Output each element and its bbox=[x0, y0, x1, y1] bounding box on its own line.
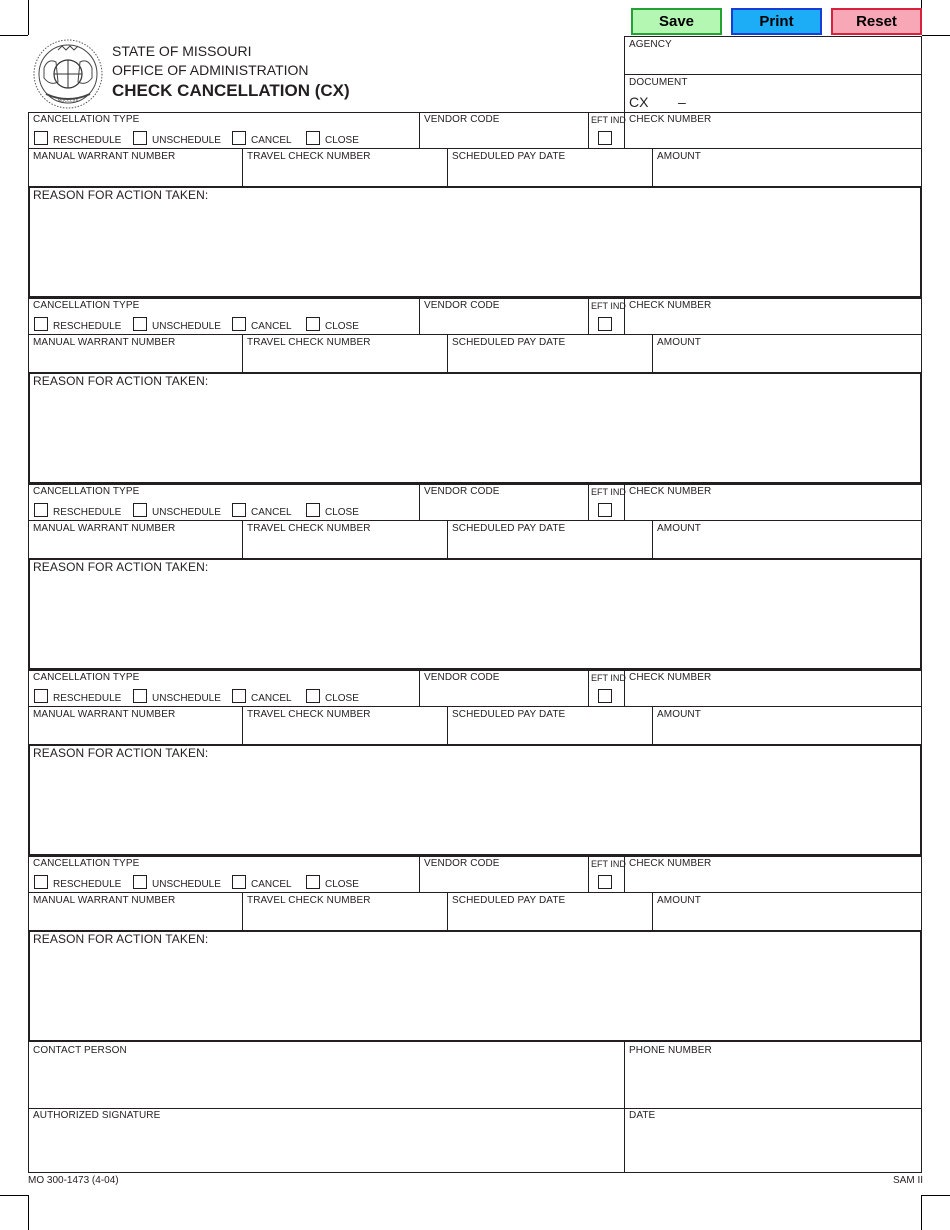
divider bbox=[28, 670, 922, 671]
form-title: CHECK CANCELLATION (CX) bbox=[112, 81, 350, 100]
divider bbox=[447, 521, 448, 559]
vendor-code-label: VENDOR CODE bbox=[424, 300, 500, 311]
manual-warrant-field[interactable] bbox=[32, 537, 238, 555]
cancel-label: CANCEL bbox=[251, 693, 292, 704]
divider bbox=[447, 707, 448, 745]
divider bbox=[921, 670, 922, 745]
eft-ind-label: EFT IND bbox=[591, 859, 626, 869]
scheduled-pay-date-field[interactable] bbox=[451, 723, 648, 741]
cancellation-type-label: CANCELLATION TYPE bbox=[33, 672, 140, 683]
state-name: STATE OF MISSOURI bbox=[112, 43, 252, 59]
reschedule-label: RESCHEDULE bbox=[53, 879, 122, 890]
divider bbox=[652, 335, 653, 373]
divider bbox=[28, 856, 922, 857]
document-number-field[interactable] bbox=[690, 93, 918, 110]
cancellation-type-label: CANCELLATION TYPE bbox=[33, 486, 140, 497]
reason-label: REASON FOR ACTION TAKEN: bbox=[33, 374, 209, 388]
vendor-code-field[interactable] bbox=[423, 314, 583, 332]
vendor-code-field[interactable] bbox=[423, 686, 583, 704]
state-seal-icon bbox=[32, 38, 104, 110]
crop-mark bbox=[28, 1195, 29, 1230]
close-checkbox[interactable] bbox=[306, 689, 320, 703]
divider bbox=[28, 892, 922, 893]
eft-ind-label: EFT IND bbox=[591, 487, 626, 497]
reason-field[interactable] bbox=[33, 205, 917, 293]
crop-mark bbox=[0, 35, 28, 36]
manual-warrant-label: MANUAL WARRANT NUMBER bbox=[33, 151, 176, 162]
sam-label: SAM II bbox=[893, 1175, 924, 1186]
divider bbox=[28, 670, 29, 745]
close-checkbox[interactable] bbox=[306, 131, 320, 145]
divider bbox=[921, 298, 922, 373]
cancel-checkbox[interactable] bbox=[232, 317, 246, 331]
save-button[interactable]: Save bbox=[631, 8, 722, 35]
vendor-code-label: VENDOR CODE bbox=[424, 114, 500, 125]
divider bbox=[242, 149, 243, 187]
unschedule-checkbox[interactable] bbox=[133, 875, 147, 889]
divider bbox=[28, 112, 922, 113]
eft-ind-checkbox[interactable] bbox=[598, 875, 612, 889]
authorized-signature-label: AUTHORIZED SIGNATURE bbox=[33, 1110, 161, 1121]
amount-field[interactable] bbox=[656, 723, 918, 741]
unschedule-checkbox[interactable] bbox=[133, 317, 147, 331]
amount-label: AMOUNT bbox=[657, 523, 701, 534]
crop-mark bbox=[921, 1195, 922, 1230]
unschedule-label: UNSCHEDULE bbox=[152, 507, 221, 518]
divider bbox=[242, 335, 243, 373]
vendor-code-field[interactable] bbox=[423, 128, 583, 146]
amount-field[interactable] bbox=[656, 537, 918, 555]
divider bbox=[624, 36, 922, 37]
divider bbox=[419, 670, 420, 707]
eft-ind-label: EFT IND bbox=[591, 115, 626, 125]
scheduled-pay-date-field[interactable] bbox=[451, 351, 648, 369]
divider bbox=[28, 112, 29, 187]
scheduled-pay-date-label: SCHEDULED PAY DATE bbox=[452, 895, 566, 906]
divider bbox=[652, 893, 653, 931]
divider bbox=[588, 856, 589, 893]
divider bbox=[28, 334, 922, 335]
crop-mark bbox=[0, 1195, 28, 1196]
divider bbox=[921, 484, 922, 559]
contact-person-field[interactable] bbox=[32, 1060, 620, 1104]
close-checkbox[interactable] bbox=[306, 503, 320, 517]
cancel-checkbox[interactable] bbox=[232, 875, 246, 889]
travel-check-field[interactable] bbox=[246, 723, 443, 741]
scheduled-pay-date-label: SCHEDULED PAY DATE bbox=[452, 523, 566, 534]
check-number-label: CHECK NUMBER bbox=[629, 300, 712, 311]
cancel-label: CANCEL bbox=[251, 879, 292, 890]
manual-warrant-label: MANUAL WARRANT NUMBER bbox=[33, 337, 176, 348]
cancel-label: CANCEL bbox=[251, 321, 292, 332]
travel-check-field[interactable] bbox=[246, 537, 443, 555]
authorized-signature-field[interactable] bbox=[32, 1125, 620, 1169]
check-number-field[interactable] bbox=[628, 314, 918, 332]
cancellation-type-label: CANCELLATION TYPE bbox=[33, 300, 140, 311]
reason-label: REASON FOR ACTION TAKEN: bbox=[33, 932, 209, 946]
divider bbox=[28, 484, 922, 485]
travel-check-field[interactable] bbox=[246, 351, 443, 369]
check-number-field[interactable] bbox=[628, 128, 918, 146]
vendor-code-label: VENDOR CODE bbox=[424, 858, 500, 869]
reschedule-checkbox[interactable] bbox=[34, 317, 48, 331]
amount-label: AMOUNT bbox=[657, 337, 701, 348]
close-label: CLOSE bbox=[325, 879, 359, 890]
divider bbox=[419, 484, 420, 521]
eft-ind-checkbox[interactable] bbox=[598, 131, 612, 145]
unschedule-checkbox[interactable] bbox=[133, 689, 147, 703]
divider bbox=[447, 149, 448, 187]
form-number: MO 300-1473 (4-04) bbox=[28, 1175, 119, 1186]
contact-person-label: CONTACT PERSON bbox=[33, 1045, 127, 1056]
unschedule-label: UNSCHEDULE bbox=[152, 135, 221, 146]
crop-mark bbox=[28, 0, 29, 35]
manual-warrant-field[interactable] bbox=[32, 165, 238, 183]
divider bbox=[242, 893, 243, 931]
reschedule-checkbox[interactable] bbox=[34, 689, 48, 703]
reschedule-checkbox[interactable] bbox=[34, 503, 48, 517]
divider bbox=[588, 484, 589, 521]
divider bbox=[28, 706, 922, 707]
document-separator: – bbox=[678, 94, 686, 110]
manual-warrant-field[interactable] bbox=[32, 351, 238, 369]
close-checkbox[interactable] bbox=[306, 875, 320, 889]
reason-field[interactable] bbox=[33, 949, 917, 1037]
reschedule-checkbox[interactable] bbox=[34, 131, 48, 145]
eft-ind-checkbox[interactable] bbox=[598, 503, 612, 517]
divider bbox=[652, 707, 653, 745]
scheduled-pay-date-field[interactable] bbox=[451, 909, 648, 927]
divider bbox=[447, 893, 448, 931]
phone-number-label: PHONE NUMBER bbox=[629, 1045, 712, 1056]
scheduled-pay-date-label: SCHEDULED PAY DATE bbox=[452, 709, 566, 720]
close-checkbox[interactable] bbox=[306, 317, 320, 331]
cancel-checkbox[interactable] bbox=[232, 689, 246, 703]
scheduled-pay-date-field[interactable] bbox=[451, 537, 648, 555]
check-number-label: CHECK NUMBER bbox=[629, 114, 712, 125]
divider bbox=[419, 298, 420, 335]
check-number-label: CHECK NUMBER bbox=[629, 486, 712, 497]
reason-label: REASON FOR ACTION TAKEN: bbox=[33, 746, 209, 760]
travel-check-field[interactable] bbox=[246, 165, 443, 183]
divider bbox=[28, 148, 922, 149]
divider bbox=[28, 298, 29, 373]
crop-mark bbox=[922, 1195, 950, 1196]
crop-mark bbox=[922, 35, 950, 36]
vendor-code-field[interactable] bbox=[423, 500, 583, 518]
divider bbox=[652, 521, 653, 559]
eft-ind-label: EFT IND bbox=[591, 673, 626, 683]
reason-field[interactable] bbox=[33, 763, 917, 851]
phone-number-field[interactable] bbox=[628, 1060, 918, 1104]
cancellation-type-label: CANCELLATION TYPE bbox=[33, 114, 140, 125]
reason-field[interactable] bbox=[33, 391, 917, 479]
divider bbox=[28, 484, 29, 559]
divider bbox=[921, 856, 922, 931]
reschedule-label: RESCHEDULE bbox=[53, 693, 122, 704]
cancel-checkbox[interactable] bbox=[232, 131, 246, 145]
scheduled-pay-date-label: SCHEDULED PAY DATE bbox=[452, 337, 566, 348]
vendor-code-label: VENDOR CODE bbox=[424, 486, 500, 497]
agency-field[interactable] bbox=[628, 53, 918, 71]
document-prefix: CX bbox=[629, 94, 649, 110]
manual-warrant-field[interactable] bbox=[32, 909, 238, 927]
divider bbox=[652, 149, 653, 187]
reschedule-label: RESCHEDULE bbox=[53, 507, 122, 518]
close-label: CLOSE bbox=[325, 135, 359, 146]
manual-warrant-label: MANUAL WARRANT NUMBER bbox=[33, 895, 176, 906]
reschedule-label: RESCHEDULE bbox=[53, 321, 122, 332]
divider bbox=[242, 707, 243, 745]
close-label: CLOSE bbox=[325, 507, 359, 518]
travel-check-label: TRAVEL CHECK NUMBER bbox=[247, 709, 371, 720]
travel-check-label: TRAVEL CHECK NUMBER bbox=[247, 895, 371, 906]
amount-field[interactable] bbox=[656, 351, 918, 369]
divider bbox=[588, 112, 589, 149]
travel-check-field[interactable] bbox=[246, 909, 443, 927]
divider bbox=[28, 298, 922, 299]
unschedule-label: UNSCHEDULE bbox=[152, 321, 221, 332]
travel-check-label: TRAVEL CHECK NUMBER bbox=[247, 523, 371, 534]
eft-ind-checkbox[interactable] bbox=[598, 317, 612, 331]
amount-label: AMOUNT bbox=[657, 151, 701, 162]
reason-label: REASON FOR ACTION TAKEN: bbox=[33, 560, 209, 574]
agency-label: AGENCY bbox=[629, 39, 672, 50]
travel-check-label: TRAVEL CHECK NUMBER bbox=[247, 151, 371, 162]
unschedule-label: UNSCHEDULE bbox=[152, 693, 221, 704]
travel-check-label: TRAVEL CHECK NUMBER bbox=[247, 337, 371, 348]
check-number-field[interactable] bbox=[628, 872, 918, 890]
check-number-field[interactable] bbox=[628, 500, 918, 518]
amount-label: AMOUNT bbox=[657, 895, 701, 906]
check-number-label: CHECK NUMBER bbox=[629, 672, 712, 683]
reason-field[interactable] bbox=[33, 577, 917, 665]
divider bbox=[447, 335, 448, 373]
unschedule-checkbox[interactable] bbox=[133, 131, 147, 145]
svg-text:MDCCCXX: MDCCCXX bbox=[57, 98, 79, 103]
eft-ind-label: EFT IND bbox=[591, 301, 626, 311]
divider bbox=[588, 670, 589, 707]
print-button[interactable]: Print bbox=[731, 8, 822, 35]
cancel-checkbox[interactable] bbox=[232, 503, 246, 517]
divider bbox=[419, 112, 420, 149]
divider bbox=[242, 521, 243, 559]
reset-button[interactable]: Reset bbox=[831, 8, 922, 35]
cancel-label: CANCEL bbox=[251, 507, 292, 518]
document-label: DOCUMENT bbox=[629, 77, 688, 88]
divider bbox=[419, 856, 420, 893]
divider bbox=[624, 74, 922, 75]
close-label: CLOSE bbox=[325, 693, 359, 704]
reason-label: REASON FOR ACTION TAKEN: bbox=[33, 188, 209, 202]
date-field[interactable] bbox=[628, 1125, 918, 1169]
vendor-code-field[interactable] bbox=[423, 872, 583, 890]
vendor-code-label: VENDOR CODE bbox=[424, 672, 500, 683]
close-label: CLOSE bbox=[325, 321, 359, 332]
unschedule-label: UNSCHEDULE bbox=[152, 879, 221, 890]
amount-field[interactable] bbox=[656, 909, 918, 927]
scheduled-pay-date-label: SCHEDULED PAY DATE bbox=[452, 151, 566, 162]
date-label: DATE bbox=[629, 1110, 656, 1121]
amount-label: AMOUNT bbox=[657, 709, 701, 720]
cancel-label: CANCEL bbox=[251, 135, 292, 146]
office-name: OFFICE OF ADMINISTRATION bbox=[112, 62, 309, 78]
reschedule-label: RESCHEDULE bbox=[53, 135, 122, 146]
manual-warrant-label: MANUAL WARRANT NUMBER bbox=[33, 709, 176, 720]
divider bbox=[28, 1172, 922, 1173]
eft-ind-checkbox[interactable] bbox=[598, 689, 612, 703]
manual-warrant-field[interactable] bbox=[32, 723, 238, 741]
reschedule-checkbox[interactable] bbox=[34, 875, 48, 889]
amount-field[interactable] bbox=[656, 165, 918, 183]
check-number-field[interactable] bbox=[628, 686, 918, 704]
divider bbox=[28, 856, 29, 931]
scheduled-pay-date-field[interactable] bbox=[451, 165, 648, 183]
manual-warrant-label: MANUAL WARRANT NUMBER bbox=[33, 523, 176, 534]
divider bbox=[28, 520, 922, 521]
divider bbox=[921, 112, 922, 187]
divider bbox=[588, 298, 589, 335]
divider bbox=[28, 1108, 922, 1109]
check-number-label: CHECK NUMBER bbox=[629, 858, 712, 869]
cancellation-type-label: CANCELLATION TYPE bbox=[33, 858, 140, 869]
unschedule-checkbox[interactable] bbox=[133, 503, 147, 517]
